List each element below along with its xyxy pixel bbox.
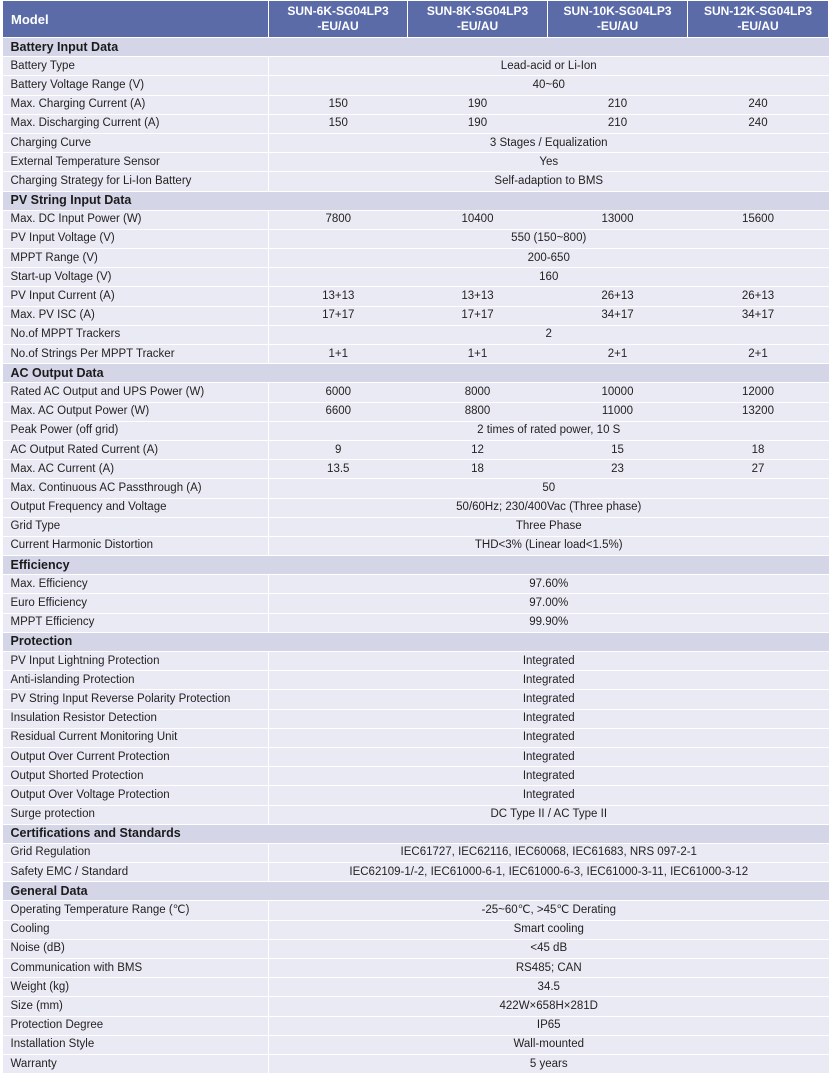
- spec-value: 12000: [688, 383, 829, 402]
- spec-row: [3, 383, 829, 402]
- spec-value-shared: 2 times of rated power, 10 S: [269, 421, 829, 440]
- spec-row: [3, 460, 829, 479]
- spec-row: [3, 479, 829, 498]
- spec-label: Start-up Voltage (V): [3, 268, 269, 287]
- spec-value-shared: THD<3% (Linear load<1.5%): [269, 536, 829, 555]
- section-header-row: [3, 191, 829, 210]
- spec-label: Anti-islanding Protection: [3, 671, 269, 690]
- spec-value: 8000: [408, 383, 548, 402]
- spec-label: Communication with BMS: [3, 959, 269, 978]
- spec-label: Max. AC Output Power (W): [3, 402, 269, 421]
- section-title: Battery Input Data: [3, 38, 829, 57]
- spec-label: PV Input Current (A): [3, 287, 269, 306]
- spec-value: 7800: [269, 210, 408, 229]
- spec-row: [3, 498, 829, 517]
- spec-value-shared: Self-adaption to BMS: [269, 172, 829, 191]
- spec-label: No.of MPPT Trackers: [3, 325, 269, 344]
- spec-value: 17+17: [408, 306, 548, 325]
- spec-row: [3, 997, 829, 1016]
- spec-row: [3, 421, 829, 440]
- spec-value-shared: IEC62109-1/-2, IEC61000-6-1, IEC61000-6-3, IEC61000-3-11, IEC61000-3-12: [269, 863, 829, 882]
- spec-value: 15600: [688, 210, 829, 229]
- spec-label: Battery Voltage Range (V): [3, 76, 269, 95]
- spec-value-shared: Smart cooling: [269, 920, 829, 939]
- spec-label: PV Input Lightning Protection: [3, 652, 269, 671]
- spec-label: PV Input Voltage (V): [3, 229, 269, 248]
- spec-value-shared: Integrated: [269, 709, 829, 728]
- spec-label: AC Output Rated Current (A): [3, 440, 269, 459]
- spec-value-shared: 2: [269, 325, 829, 344]
- spec-row: [3, 517, 829, 536]
- spec-label: Max. Continuous AC Passthrough (A): [3, 479, 269, 498]
- spec-value-shared: Integrated: [269, 767, 829, 786]
- spec-label: External Temperature Sensor: [3, 153, 269, 172]
- spec-value-shared: DC Type II / AC Type II: [269, 805, 829, 824]
- spec-label: Output Frequency and Voltage: [3, 498, 269, 517]
- spec-row: [3, 747, 829, 766]
- spec-value-shared: IEC61727, IEC62116, IEC60068, IEC61683, NRS 097-2-1: [269, 843, 829, 862]
- spec-row: [3, 345, 829, 364]
- spec-row: [3, 57, 829, 76]
- spec-row: [3, 229, 829, 248]
- spec-value-shared: IP65: [269, 1016, 829, 1035]
- spec-value-shared: Integrated: [269, 747, 829, 766]
- spec-label: No.of Strings Per MPPT Tracker: [3, 345, 269, 364]
- spec-row: [3, 939, 829, 958]
- spec-value: 8800: [408, 402, 548, 421]
- spec-label: Output Over Voltage Protection: [3, 786, 269, 805]
- spec-value-shared: 50/60Hz; 230/400Vac (Three phase): [269, 498, 829, 517]
- spec-value-shared: Integrated: [269, 690, 829, 709]
- spec-row: [3, 805, 829, 824]
- spec-row: [3, 920, 829, 939]
- spec-value: 34+17: [548, 306, 688, 325]
- spec-label: Safety EMC / Standard: [3, 863, 269, 882]
- spec-value-shared: 160: [269, 268, 829, 287]
- spec-row: [3, 536, 829, 555]
- spec-label: PV String Input Reverse Polarity Protection: [3, 690, 269, 709]
- spec-label: Residual Current Monitoring Unit: [3, 728, 269, 747]
- spec-label: Rated AC Output and UPS Power (W): [3, 383, 269, 402]
- spec-value: 6600: [269, 402, 408, 421]
- spec-row: [3, 325, 829, 344]
- spec-value: 1+1: [408, 345, 548, 364]
- spec-label: Battery Type: [3, 57, 269, 76]
- spec-row: [3, 652, 829, 671]
- spec-value: 190: [408, 114, 548, 133]
- spec-value-shared: Integrated: [269, 652, 829, 671]
- spec-row: [3, 786, 829, 805]
- spec-row: [3, 402, 829, 421]
- spec-label: Size (mm): [3, 997, 269, 1016]
- spec-label: Installation Style: [3, 1035, 269, 1054]
- spec-value: 13000: [548, 210, 688, 229]
- spec-value-shared: Lead-acid or Li-Ion: [269, 57, 829, 76]
- spec-value: 210: [548, 114, 688, 133]
- spec-row: [3, 901, 829, 920]
- spec-value-shared: Yes: [269, 153, 829, 172]
- spec-row: [3, 133, 829, 152]
- spec-value-shared: <45 dB: [269, 939, 829, 958]
- spec-label: Warranty: [3, 1054, 269, 1073]
- spec-value: 240: [688, 95, 829, 114]
- spec-label: Cooling: [3, 920, 269, 939]
- spec-value: 10000: [548, 383, 688, 402]
- spec-label: MPPT Range (V): [3, 249, 269, 268]
- spec-label: Max. DC Input Power (W): [3, 210, 269, 229]
- spec-value-shared: Integrated: [269, 671, 829, 690]
- spec-label: Grid Regulation: [3, 843, 269, 862]
- spec-row: [3, 1035, 829, 1054]
- spec-value: 6000: [269, 383, 408, 402]
- spec-row: [3, 287, 829, 306]
- spec-value: 27: [688, 460, 829, 479]
- spec-value: 150: [269, 95, 408, 114]
- spec-value-shared: 550 (150~800): [269, 229, 829, 248]
- spec-row: [3, 671, 829, 690]
- spec-label: Output Over Current Protection: [3, 747, 269, 766]
- spec-value: 150: [269, 114, 408, 133]
- model-header-row: [3, 1, 829, 38]
- section-header-row: [3, 364, 829, 383]
- spec-label: Current Harmonic Distortion: [3, 536, 269, 555]
- section-header-row: [3, 824, 829, 843]
- model-label: Model: [3, 1, 269, 38]
- spec-row: [3, 440, 829, 459]
- spec-row: [3, 249, 829, 268]
- spec-row: [3, 114, 829, 133]
- spec-row: [3, 1054, 829, 1073]
- spec-value-shared: 5 years: [269, 1054, 829, 1073]
- spec-row: [3, 95, 829, 114]
- spec-label: Surge protection: [3, 805, 269, 824]
- spec-value: 2+1: [688, 345, 829, 364]
- spec-value-shared: RS485; CAN: [269, 959, 829, 978]
- spec-label: Weight (kg): [3, 978, 269, 997]
- spec-label: Max. AC Current (A): [3, 460, 269, 479]
- spec-value: 15: [548, 440, 688, 459]
- section-header-row: [3, 38, 829, 57]
- spec-row: [3, 594, 829, 613]
- spec-row: [3, 728, 829, 747]
- spec-value-shared: 34.5: [269, 978, 829, 997]
- spec-label: Noise (dB): [3, 939, 269, 958]
- section-header-row: [3, 882, 829, 901]
- spec-row: [3, 575, 829, 594]
- spec-value: 2+1: [548, 345, 688, 364]
- spec-value-shared: 97.60%: [269, 575, 829, 594]
- model-name: SUN-10K-SG04LP3 -EU/AU: [548, 1, 688, 38]
- spec-row: [3, 959, 829, 978]
- spec-value: 13.5: [269, 460, 408, 479]
- spec-value: 11000: [548, 402, 688, 421]
- spec-value: 26+13: [548, 287, 688, 306]
- spec-value-shared: -25~60℃, >45℃ Derating: [269, 901, 829, 920]
- spec-value-shared: Integrated: [269, 728, 829, 747]
- section-header-row: [3, 556, 829, 575]
- spec-value: 23: [548, 460, 688, 479]
- spec-label: Operating Temperature Range (℃): [3, 901, 269, 920]
- spec-row: [3, 268, 829, 287]
- section-title: PV String Input Data: [3, 191, 829, 210]
- spec-value: 240: [688, 114, 829, 133]
- spec-row: [3, 863, 829, 882]
- spec-value: 13200: [688, 402, 829, 421]
- spec-row: [3, 76, 829, 95]
- spec-row: [3, 1016, 829, 1035]
- spec-value-shared: 422W×658H×281D: [269, 997, 829, 1016]
- spec-row: [3, 613, 829, 632]
- spec-value-shared: Wall-mounted: [269, 1035, 829, 1054]
- spec-value-shared: Integrated: [269, 786, 829, 805]
- spec-value: 26+13: [688, 287, 829, 306]
- spec-value-shared: 99.90%: [269, 613, 829, 632]
- spec-row: [3, 306, 829, 325]
- spec-value: 12: [408, 440, 548, 459]
- spec-label: Peak Power (off grid): [3, 421, 269, 440]
- spec-row: [3, 210, 829, 229]
- section-title: AC Output Data: [3, 364, 829, 383]
- spec-row: [3, 843, 829, 862]
- spec-value-shared: 97.00%: [269, 594, 829, 613]
- model-name: SUN-6K-SG04LP3 -EU/AU: [269, 1, 408, 38]
- model-name: SUN-8K-SG04LP3 -EU/AU: [408, 1, 548, 38]
- section-title: Efficiency: [3, 556, 829, 575]
- spec-label: Charging Curve: [3, 133, 269, 152]
- spec-table: [2, 0, 829, 1074]
- section-title: Protection: [3, 632, 829, 651]
- spec-row: [3, 978, 829, 997]
- spec-body: [3, 38, 829, 1074]
- spec-value-shared: 40~60: [269, 76, 829, 95]
- spec-value: 190: [408, 95, 548, 114]
- section-title: Certifications and Standards: [3, 824, 829, 843]
- spec-row: [3, 709, 829, 728]
- section-header-row: [3, 632, 829, 651]
- spec-label: Insulation Resistor Detection: [3, 709, 269, 728]
- spec-label: Max. Efficiency: [3, 575, 269, 594]
- spec-value: 34+17: [688, 306, 829, 325]
- spec-value: 10400: [408, 210, 548, 229]
- spec-value: 1+1: [269, 345, 408, 364]
- spec-label: Output Shorted Protection: [3, 767, 269, 786]
- spec-row: [3, 690, 829, 709]
- spec-label: Charging Strategy for Li-Ion Battery: [3, 172, 269, 191]
- spec-label: Protection Degree: [3, 1016, 269, 1035]
- spec-row: [3, 153, 829, 172]
- spec-value-shared: 50: [269, 479, 829, 498]
- spec-value: 13+13: [408, 287, 548, 306]
- spec-value: 9: [269, 440, 408, 459]
- spec-label: MPPT Efficiency: [3, 613, 269, 632]
- spec-label: Max. PV ISC (A): [3, 306, 269, 325]
- spec-label: Max. Charging Current (A): [3, 95, 269, 114]
- spec-label: Euro Efficiency: [3, 594, 269, 613]
- spec-label: Grid Type: [3, 517, 269, 536]
- spec-value-shared: Three Phase: [269, 517, 829, 536]
- spec-row: [3, 767, 829, 786]
- spec-value: 210: [548, 95, 688, 114]
- section-title: General Data: [3, 882, 829, 901]
- model-name: SUN-12K-SG04LP3 -EU/AU: [688, 1, 829, 38]
- spec-row: [3, 172, 829, 191]
- spec-label: Max. Discharging Current (A): [3, 114, 269, 133]
- spec-value: 13+13: [269, 287, 408, 306]
- spec-value: 18: [688, 440, 829, 459]
- spec-value: 18: [408, 460, 548, 479]
- spec-value: 17+17: [269, 306, 408, 325]
- spec-value-shared: 3 Stages / Equalization: [269, 133, 829, 152]
- spec-value-shared: 200-650: [269, 249, 829, 268]
